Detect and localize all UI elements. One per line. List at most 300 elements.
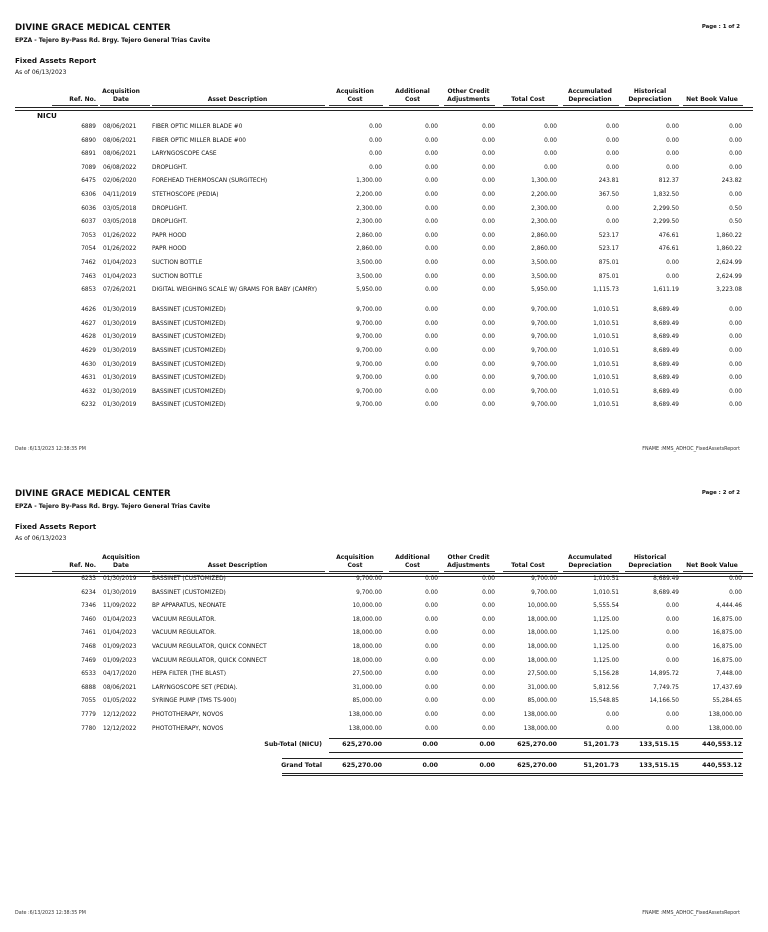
cell-acq-cost: 10,000.00 bbox=[352, 603, 382, 610]
cell-other-credit: 0.00 bbox=[482, 137, 495, 144]
cell-acq-cost: 1,300.00 bbox=[356, 178, 382, 185]
cell-accum-dep: 0.00 bbox=[606, 725, 619, 732]
cell-hist-dep: 8,689.49 bbox=[653, 375, 679, 382]
cell-total-cost: 0.00 bbox=[544, 151, 557, 158]
cell-add-cost: 0.00 bbox=[425, 657, 438, 664]
cell-net-book-value: 0.00 bbox=[729, 124, 742, 130]
cell-add-cost: 0.00 bbox=[425, 219, 438, 226]
cell-hist-dep: 8,689.49 bbox=[653, 361, 679, 368]
cell-other-credit: 0.00 bbox=[482, 307, 495, 314]
cell-add-cost: 0.00 bbox=[425, 375, 438, 382]
cell-total-cost: 18,000.00 bbox=[527, 657, 557, 664]
cell-net-book-value: 0.00 bbox=[729, 192, 742, 198]
cell-acq-cost: 9,700.00 bbox=[356, 348, 382, 354]
cell-other-credit: 0.00 bbox=[482, 630, 495, 637]
col-total-cost: Total Cost bbox=[511, 562, 545, 569]
cell-total-cost: 10,000.00 bbox=[527, 603, 557, 610]
header-underline bbox=[503, 105, 558, 106]
cell-asset-desc: BASSINET (CUSTOMIZED) bbox=[152, 375, 226, 382]
cell-net-book-value: 138,000.00 bbox=[708, 725, 742, 732]
cell-hist-dep: 8,689.49 bbox=[653, 589, 679, 596]
cell-total-cost: 9,700.00 bbox=[531, 375, 557, 382]
cell-net-book-value: 0.00 bbox=[729, 576, 742, 582]
cell-accum-dep: 5,555.54 bbox=[593, 603, 619, 610]
table-row bbox=[0, 402, 768, 415]
cell-hist-dep: 1,611.19 bbox=[653, 287, 679, 294]
cell-add-cost: 0.00 bbox=[425, 684, 438, 691]
cell-other-credit: 0.00 bbox=[482, 164, 495, 171]
cell-asset-desc: BASSINET (CUSTOMIZED) bbox=[152, 307, 226, 314]
cell-acq-date: 02/06/2020 bbox=[103, 178, 137, 185]
cell-asset-desc: FOREHEAD THERMOSCAN (SURGITECH) bbox=[152, 178, 268, 185]
cell-acq-cost: 2,200.00 bbox=[356, 192, 382, 198]
cell-net-book-value: 16,875.00 bbox=[712, 616, 742, 623]
col-add-cost: Additional Cost bbox=[395, 88, 430, 103]
header-underline bbox=[625, 105, 679, 106]
cell-other-credit: 0.00 bbox=[482, 576, 495, 582]
cell-add-cost: 0.00 bbox=[425, 178, 438, 185]
table-row bbox=[0, 644, 768, 657]
cell-total-cost: 9,700.00 bbox=[531, 334, 557, 341]
cell-accum-dep: 1,010.51 bbox=[593, 388, 619, 395]
col-acq-date: Acquisition Date bbox=[102, 554, 140, 569]
header-underline bbox=[52, 571, 98, 572]
cell-accum-dep: 0.00 bbox=[606, 219, 619, 226]
cell-total-cost: 2,300.00 bbox=[531, 219, 557, 226]
cell-other-credit: 0.00 bbox=[482, 698, 495, 705]
cell-ref-no: 7055 bbox=[81, 698, 96, 705]
cell-total-cost: 9,700.00 bbox=[531, 589, 557, 596]
table-row bbox=[0, 165, 768, 178]
header-underline bbox=[625, 571, 679, 572]
cell-ref-no: 7468 bbox=[81, 644, 96, 650]
cell-other-credit: 0.00 bbox=[482, 178, 495, 185]
grandtotal-top-rule bbox=[282, 758, 743, 759]
cell-asset-desc: FIBER OPTIC MILLER BLADE #00 bbox=[152, 137, 246, 144]
cell-net-book-value: 0.00 bbox=[729, 589, 742, 596]
cell-net-book-value: 0.00 bbox=[729, 334, 742, 341]
cell-net-book-value: 1,860.22 bbox=[716, 232, 742, 239]
cell-acq-cost: 9,700.00 bbox=[356, 320, 382, 327]
cell-net-book-value: 0.00 bbox=[729, 375, 742, 382]
cell-accum-dep: 243.81 bbox=[598, 178, 619, 185]
cell-other-credit: 0.00 bbox=[482, 402, 495, 409]
cell-add-cost: 0.00 bbox=[425, 137, 438, 144]
cell-acq-date: 08/06/2021 bbox=[103, 684, 137, 691]
cell-acq-cost: 9,700.00 bbox=[356, 576, 382, 582]
cell-add-cost: 0.00 bbox=[425, 388, 438, 395]
cell-acq-cost: 0.00 bbox=[369, 124, 382, 130]
cell-total-cost: 3,500.00 bbox=[531, 273, 557, 280]
cell-asset-desc: BASSINET (CUSTOMIZED) bbox=[152, 334, 226, 341]
cell-accum-dep: 1,010.51 bbox=[593, 402, 619, 409]
table-row bbox=[0, 233, 768, 246]
subtotal-total: 625,270.00 bbox=[517, 741, 557, 748]
table-row bbox=[0, 307, 768, 320]
col-total-cost: Total Cost bbox=[511, 96, 545, 103]
cell-ref-no: 4630 bbox=[81, 361, 96, 368]
cell-other-credit: 0.00 bbox=[482, 334, 495, 341]
cell-hist-dep: 0.00 bbox=[666, 712, 679, 718]
col-hist-dep: Historical Depreciation bbox=[628, 554, 672, 569]
cell-acq-date: 12/12/2022 bbox=[103, 725, 137, 732]
table-row bbox=[0, 590, 768, 603]
footer-fname: FNAME :MMS_ADHOC_FixedAssetsReport bbox=[642, 911, 740, 916]
table-row bbox=[0, 617, 768, 630]
cell-acq-cost: 9,700.00 bbox=[356, 589, 382, 596]
cell-acq-date: 01/04/2023 bbox=[103, 630, 137, 637]
cell-acq-cost: 2,300.00 bbox=[356, 205, 382, 212]
cell-acq-date: 01/30/2019 bbox=[103, 402, 137, 409]
cell-add-cost: 0.00 bbox=[425, 589, 438, 596]
cell-add-cost: 0.00 bbox=[425, 603, 438, 610]
cell-ref-no: 6234 bbox=[81, 589, 96, 596]
cell-ref-no: 7469 bbox=[81, 657, 96, 664]
cell-accum-dep: 367.50 bbox=[598, 192, 619, 198]
cell-acq-cost: 0.00 bbox=[369, 164, 382, 171]
col-acq-cost: Acquisition Cost bbox=[336, 88, 374, 103]
footer-date: Date :6/13/2023 12:38:35 PM bbox=[15, 911, 86, 916]
cell-ref-no: 7462 bbox=[81, 260, 96, 266]
cell-acq-cost: 0.00 bbox=[369, 137, 382, 144]
cell-add-cost: 0.00 bbox=[425, 124, 438, 130]
cell-hist-dep: 8,689.49 bbox=[653, 334, 679, 341]
cell-acq-cost: 138,000.00 bbox=[348, 725, 382, 732]
cell-other-credit: 0.00 bbox=[482, 712, 495, 718]
col-desc: Asset Description bbox=[207, 96, 268, 103]
cell-net-book-value: 1,860.22 bbox=[716, 246, 742, 253]
cell-net-book-value: 0.50 bbox=[729, 205, 742, 212]
subtotal-add-cost: 0.00 bbox=[422, 741, 438, 748]
cell-net-book-value: 0.00 bbox=[729, 320, 742, 327]
cell-hist-dep: 8,689.49 bbox=[653, 576, 679, 582]
cell-asset-desc: PAPR HOOD bbox=[152, 232, 187, 239]
header-underline bbox=[563, 571, 619, 572]
cell-acq-date: 01/26/2022 bbox=[103, 246, 137, 253]
grandtotal-other: 0.00 bbox=[479, 762, 495, 769]
cell-ref-no: 7054 bbox=[81, 246, 96, 253]
cell-accum-dep: 523.17 bbox=[598, 246, 619, 253]
cell-total-cost: 2,860.00 bbox=[531, 232, 557, 239]
cell-asset-desc: VACUUM REGULATOR, QUICK CONNECT bbox=[152, 657, 267, 664]
cell-hist-dep: 8,689.49 bbox=[653, 320, 679, 327]
cell-other-credit: 0.00 bbox=[482, 589, 495, 596]
header-underline bbox=[563, 105, 619, 106]
table-row bbox=[0, 321, 768, 334]
table-row bbox=[0, 287, 768, 300]
cell-accum-dep: 875.01 bbox=[598, 260, 619, 266]
cell-ref-no: 6888 bbox=[81, 684, 96, 691]
cell-total-cost: 5,950.00 bbox=[531, 287, 557, 294]
cell-net-book-value: 138,000.00 bbox=[708, 712, 742, 718]
cell-net-book-value: 243.82 bbox=[721, 178, 742, 185]
cell-hist-dep: 0.00 bbox=[666, 644, 679, 650]
header-rule bbox=[15, 110, 753, 111]
cell-ref-no: 6232 bbox=[81, 402, 96, 409]
cell-other-credit: 0.00 bbox=[482, 671, 495, 678]
cell-hist-dep: 0.00 bbox=[666, 137, 679, 144]
cell-net-book-value: 0.00 bbox=[729, 402, 742, 409]
cell-other-credit: 0.00 bbox=[482, 205, 495, 212]
cell-accum-dep: 15,548.85 bbox=[589, 698, 619, 705]
cell-add-cost: 0.00 bbox=[425, 334, 438, 341]
table-row bbox=[0, 658, 768, 671]
cell-add-cost: 0.00 bbox=[425, 232, 438, 239]
cell-acq-cost: 3,500.00 bbox=[356, 260, 382, 266]
cell-accum-dep: 1,010.51 bbox=[593, 576, 619, 582]
cell-acq-cost: 5,950.00 bbox=[356, 287, 382, 294]
cell-asset-desc: SUCTION BOTTLE bbox=[152, 273, 203, 280]
cell-hist-dep: 0.00 bbox=[666, 273, 679, 280]
header-rule bbox=[15, 573, 753, 574]
cell-other-credit: 0.00 bbox=[482, 232, 495, 239]
cell-acq-date: 08/06/2021 bbox=[103, 124, 137, 130]
header-underline bbox=[329, 571, 383, 572]
cell-asset-desc: LARYNGOSCOPE SET (PEDIA). bbox=[152, 684, 238, 691]
cell-hist-dep: 2,299.50 bbox=[653, 205, 679, 212]
cell-hist-dep: 8,689.49 bbox=[653, 388, 679, 395]
cell-acq-date: 01/04/2023 bbox=[103, 616, 137, 623]
cell-asset-desc: BASSINET (CUSTOMIZED) bbox=[152, 320, 226, 327]
cell-asset-desc: FIBER OPTIC MILLER BLADE #0 bbox=[152, 124, 243, 130]
cell-total-cost: 9,700.00 bbox=[531, 576, 557, 582]
grandtotal-nbv: 440,553.12 bbox=[702, 762, 742, 769]
cell-acq-date: 01/26/2022 bbox=[103, 232, 137, 239]
cell-asset-desc: BASSINET (CUSTOMIZED) bbox=[152, 388, 226, 395]
cell-acq-cost: 2,860.00 bbox=[356, 232, 382, 239]
cell-ref-no: 7461 bbox=[81, 630, 96, 637]
cell-add-cost: 0.00 bbox=[425, 616, 438, 623]
cell-net-book-value: 3,223.08 bbox=[716, 287, 742, 294]
table-row bbox=[0, 348, 768, 361]
cell-acq-date: 01/09/2023 bbox=[103, 644, 137, 650]
cell-hist-dep: 8,689.49 bbox=[653, 307, 679, 314]
cell-hist-dep: 476.61 bbox=[658, 246, 679, 253]
cell-net-book-value: 0.00 bbox=[729, 137, 742, 144]
cell-acq-cost: 9,700.00 bbox=[356, 307, 382, 314]
cell-add-cost: 0.00 bbox=[425, 725, 438, 732]
cell-acq-date: 08/06/2021 bbox=[103, 151, 137, 158]
cell-asset-desc: VACUUM REGULATOR, QUICK CONNECT bbox=[152, 644, 267, 650]
cell-acq-date: 01/30/2019 bbox=[103, 334, 137, 341]
cell-accum-dep: 1,010.51 bbox=[593, 589, 619, 596]
table-row bbox=[0, 671, 768, 684]
cell-hist-dep: 2,299.50 bbox=[653, 219, 679, 226]
cell-add-cost: 0.00 bbox=[425, 712, 438, 718]
cell-other-credit: 0.00 bbox=[482, 657, 495, 664]
cell-other-credit: 0.00 bbox=[482, 684, 495, 691]
cell-accum-dep: 1,010.51 bbox=[593, 375, 619, 382]
cell-add-cost: 0.00 bbox=[425, 246, 438, 253]
cell-other-credit: 0.00 bbox=[482, 320, 495, 327]
subtotal-row bbox=[0, 741, 768, 751]
cell-acq-cost: 9,700.00 bbox=[356, 375, 382, 382]
col-ref: Ref. No. bbox=[69, 96, 96, 103]
cell-hist-dep: 14,166.50 bbox=[649, 698, 679, 705]
page-number: Page : 2 of 2 bbox=[701, 490, 740, 496]
report-title: Fixed Assets Report bbox=[15, 522, 97, 531]
cell-acq-date: 01/30/2019 bbox=[103, 589, 137, 596]
table-row bbox=[0, 260, 768, 273]
col-hist-dep: Historical Depreciation bbox=[628, 88, 672, 103]
cell-acq-date: 08/06/2021 bbox=[103, 137, 137, 144]
table-row bbox=[0, 274, 768, 287]
cell-acq-cost: 18,000.00 bbox=[352, 630, 382, 637]
grandtotal-accum: 51,201.73 bbox=[583, 762, 619, 769]
org-address: EPZA - Tejero By-Pass Rd. Brgy. Tejero General Trias Cavite bbox=[15, 38, 211, 44]
cell-ref-no: 6853 bbox=[81, 287, 96, 294]
header-underline bbox=[389, 105, 439, 106]
col-nbv: Net Book Value bbox=[686, 562, 738, 569]
table-row bbox=[0, 375, 768, 388]
cell-ref-no: 7053 bbox=[81, 232, 96, 239]
cell-add-cost: 0.00 bbox=[425, 644, 438, 650]
subtotal-hist: 133,515.15 bbox=[639, 741, 679, 748]
cell-other-credit: 0.00 bbox=[482, 219, 495, 226]
cell-ref-no: 6036 bbox=[81, 205, 96, 212]
cell-add-cost: 0.00 bbox=[425, 192, 438, 198]
cell-acq-date: 07/26/2021 bbox=[103, 287, 137, 294]
header-underline bbox=[152, 571, 325, 572]
cell-hist-dep: 0.00 bbox=[666, 164, 679, 171]
grandtotal-label: Grand Total bbox=[281, 762, 322, 769]
header-underline bbox=[444, 105, 495, 106]
header-underline bbox=[52, 105, 98, 106]
col-acq-date: Acquisition Date bbox=[102, 88, 140, 103]
cell-hist-dep: 0.00 bbox=[666, 616, 679, 623]
report-title: Fixed Assets Report bbox=[15, 56, 97, 65]
cell-total-cost: 9,700.00 bbox=[531, 320, 557, 327]
subtotal-bottom-rule bbox=[329, 752, 743, 753]
cell-accum-dep: 0.00 bbox=[606, 712, 619, 718]
cell-other-credit: 0.00 bbox=[482, 246, 495, 253]
cell-total-cost: 9,700.00 bbox=[531, 402, 557, 409]
cell-ref-no: 7779 bbox=[81, 712, 96, 718]
cell-total-cost: 0.00 bbox=[544, 137, 557, 144]
footer-date: Date :6/13/2023 12:38:35 PM bbox=[15, 447, 86, 452]
cell-other-credit: 0.00 bbox=[482, 725, 495, 732]
header-underline bbox=[100, 571, 150, 572]
table-row bbox=[0, 576, 768, 589]
table-row bbox=[0, 603, 768, 616]
cell-acq-cost: 9,700.00 bbox=[356, 334, 382, 341]
cell-net-book-value: 0.50 bbox=[729, 219, 742, 226]
cell-hist-dep: 0.00 bbox=[666, 630, 679, 637]
cell-net-book-value: 4,444.46 bbox=[716, 603, 742, 610]
cell-acq-date: 01/30/2019 bbox=[103, 576, 137, 582]
cell-total-cost: 85,000.00 bbox=[527, 698, 557, 705]
col-desc: Asset Description bbox=[207, 562, 268, 569]
cell-net-book-value: 0.00 bbox=[729, 151, 742, 158]
cell-total-cost: 9,700.00 bbox=[531, 348, 557, 354]
cell-hist-dep: 812.37 bbox=[658, 178, 679, 185]
cell-total-cost: 138,000.00 bbox=[523, 725, 557, 732]
col-acq-cost: Acquisition Cost bbox=[336, 554, 374, 569]
cell-acq-date: 01/04/2023 bbox=[103, 273, 137, 280]
cell-net-book-value: 16,875.00 bbox=[712, 630, 742, 637]
cell-accum-dep: 523.17 bbox=[598, 232, 619, 239]
table-row bbox=[0, 698, 768, 711]
cell-net-book-value: 17,437.69 bbox=[712, 684, 742, 691]
cell-asset-desc: BASSINET (CUSTOMIZED) bbox=[152, 348, 226, 354]
cell-add-cost: 0.00 bbox=[425, 361, 438, 368]
cell-ref-no: 4626 bbox=[81, 307, 96, 314]
cell-ref-no: 7460 bbox=[81, 616, 96, 623]
cell-asset-desc: BASSINET (CUSTOMIZED) bbox=[152, 402, 226, 409]
cell-accum-dep: 1,010.51 bbox=[593, 334, 619, 341]
grandtotal-hist: 133,515.15 bbox=[639, 762, 679, 769]
cell-asset-desc: DROPLIGHT. bbox=[152, 219, 188, 226]
cell-net-book-value: 2,624.99 bbox=[716, 260, 742, 266]
cell-ref-no: 7089 bbox=[81, 164, 96, 171]
cell-asset-desc: PHOTOTHERAPY, NOVOS bbox=[152, 725, 224, 732]
org-address: EPZA - Tejero By-Pass Rd. Brgy. Tejero General Trias Cavite bbox=[15, 504, 211, 510]
grandtotal-acq-cost: 625,270.00 bbox=[342, 762, 382, 769]
header-underline bbox=[100, 105, 150, 106]
cell-asset-desc: PAPR HOOD bbox=[152, 246, 187, 253]
table-row bbox=[0, 151, 768, 164]
header-underline bbox=[503, 571, 558, 572]
grandtotal-row bbox=[0, 762, 768, 772]
cell-total-cost: 18,000.00 bbox=[527, 644, 557, 650]
cell-ref-no: 6890 bbox=[81, 137, 96, 144]
cell-asset-desc: STETHOSCOPE (PEDIA) bbox=[152, 192, 219, 198]
cell-other-credit: 0.00 bbox=[482, 644, 495, 650]
cell-hist-dep: 1,832.50 bbox=[653, 192, 679, 198]
report-page-2 bbox=[0, 466, 768, 932]
cell-acq-date: 01/05/2022 bbox=[103, 698, 137, 705]
table-row bbox=[0, 192, 768, 205]
cell-acq-date: 01/30/2019 bbox=[103, 307, 137, 314]
cell-ref-no: 4632 bbox=[81, 388, 96, 395]
col-ref: Ref. No. bbox=[69, 562, 96, 569]
cell-ref-no: 4628 bbox=[81, 334, 96, 341]
cell-accum-dep: 5,156.28 bbox=[593, 671, 619, 678]
cell-accum-dep: 5,812.56 bbox=[593, 684, 619, 691]
as-of-date: As of 06/13/2023 bbox=[15, 69, 67, 76]
cell-asset-desc: BASSINET (CUSTOMIZED) bbox=[152, 361, 226, 368]
cell-add-cost: 0.00 bbox=[425, 698, 438, 705]
cell-accum-dep: 1,010.51 bbox=[593, 361, 619, 368]
cell-acq-cost: 31,000.00 bbox=[352, 684, 382, 691]
cell-add-cost: 0.00 bbox=[425, 671, 438, 678]
cell-asset-desc: HEPA FILTER (THE BLAST) bbox=[152, 671, 226, 678]
cell-acq-cost: 18,000.00 bbox=[352, 657, 382, 664]
cell-acq-cost: 27,500.00 bbox=[352, 671, 382, 678]
cell-accum-dep: 0.00 bbox=[606, 124, 619, 130]
cell-add-cost: 0.00 bbox=[425, 273, 438, 280]
cell-ref-no: 4627 bbox=[81, 320, 96, 327]
cell-total-cost: 9,700.00 bbox=[531, 361, 557, 368]
cell-ref-no: 6233 bbox=[81, 576, 96, 582]
cell-hist-dep: 476.61 bbox=[658, 232, 679, 239]
cell-hist-dep: 0.00 bbox=[666, 725, 679, 732]
cell-total-cost: 0.00 bbox=[544, 164, 557, 171]
table-row bbox=[0, 246, 768, 259]
cell-total-cost: 9,700.00 bbox=[531, 388, 557, 395]
cell-hist-dep: 14,895.72 bbox=[649, 671, 679, 678]
cell-hist-dep: 7,749.75 bbox=[653, 684, 679, 691]
cell-asset-desc: SUCTION BOTTLE bbox=[152, 260, 203, 266]
cell-net-book-value: 0.00 bbox=[729, 348, 742, 354]
cell-acq-cost: 9,700.00 bbox=[356, 388, 382, 395]
cell-net-book-value: 0.00 bbox=[729, 388, 742, 395]
header-underline bbox=[329, 105, 383, 106]
header-underline bbox=[389, 571, 439, 572]
cell-ref-no: 4631 bbox=[81, 375, 96, 382]
cell-acq-date: 12/12/2022 bbox=[103, 712, 137, 718]
subtotal-accum: 51,201.73 bbox=[583, 741, 619, 748]
